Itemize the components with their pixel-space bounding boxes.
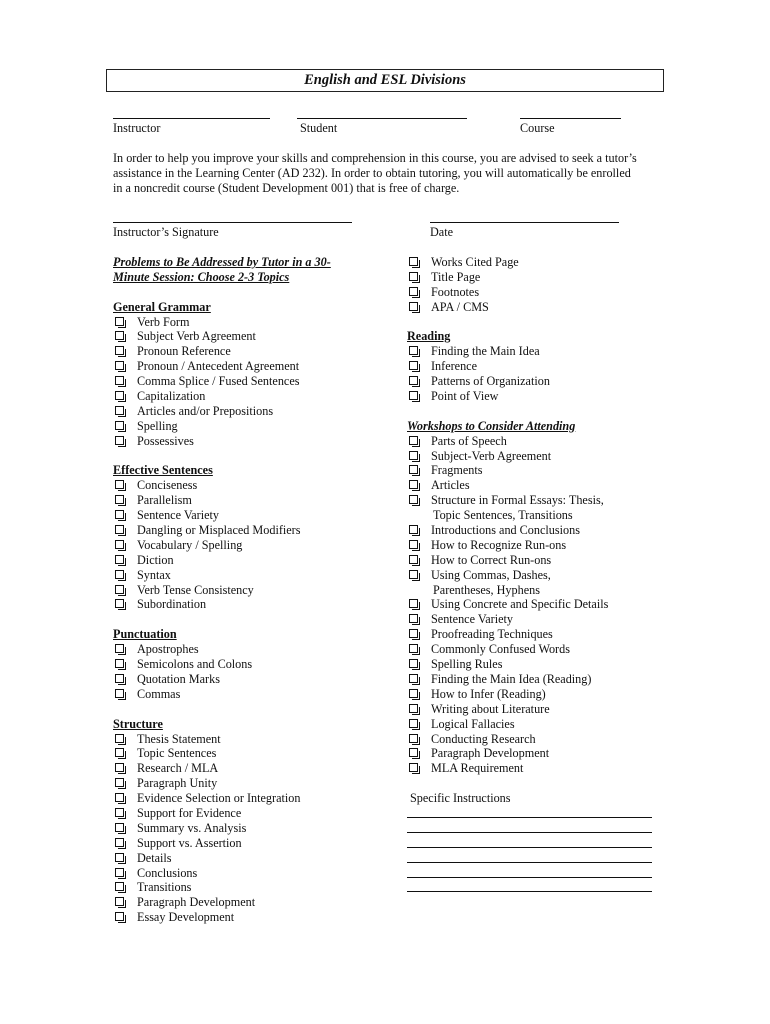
checklist-item-label: Apostrophes: [137, 642, 199, 657]
checklist-item-label: Essay Development: [137, 910, 235, 925]
checkbox-icon[interactable]: [115, 644, 124, 653]
checklist-item-label: Fragments: [431, 463, 483, 478]
checklist-item-label: Verb Form: [137, 314, 190, 329]
checklist-item[interactable]: [113, 836, 403, 851]
checklist-item-label: Works Cited Page: [431, 255, 519, 269]
checklist-item-label: Footnotes: [431, 284, 480, 299]
left-column: [113, 255, 403, 925]
checkbox-icon[interactable]: [115, 689, 124, 698]
intro-paragraph: [113, 151, 658, 196]
checklist-item[interactable]: [407, 359, 707, 374]
checklist-item[interactable]: [407, 717, 707, 732]
checklist-item-label: Topic Sentences: [137, 746, 217, 761]
checkbox-icon[interactable]: [115, 838, 124, 847]
checklist-item[interactable]: [113, 806, 403, 821]
checkbox-icon[interactable]: [409, 659, 418, 668]
checkbox-icon[interactable]: [409, 525, 418, 534]
checklist-item-label: Proofreading Techniques: [431, 627, 553, 642]
checklist-item-label: Quotation Marks: [137, 671, 220, 686]
checklist-item[interactable]: [113, 419, 403, 434]
checklist-item[interactable]: [407, 687, 707, 702]
section-heading: Effective Sentences: [113, 463, 213, 478]
checkbox-icon[interactable]: [409, 614, 418, 623]
checkbox-icon[interactable]: [409, 302, 418, 311]
checkbox-icon[interactable]: [115, 436, 124, 445]
checkbox-icon[interactable]: [409, 689, 418, 698]
form-title-box: [106, 69, 664, 92]
checklist-item-label: APA / CMS: [431, 299, 489, 314]
checklist-item-label: Capitalization: [137, 389, 206, 404]
checklist-item[interactable]: [407, 597, 707, 612]
specific-instructions-line[interactable]: [407, 862, 652, 863]
checklist-item[interactable]: [407, 344, 707, 359]
checklist-item[interactable]: [113, 597, 403, 612]
checklist-item-label: Point of View: [431, 389, 499, 404]
checklist-item[interactable]: [407, 300, 707, 315]
checklist-item[interactable]: [113, 538, 403, 553]
instructor-line[interactable]: [113, 118, 270, 119]
checklist-item[interactable]: [407, 568, 707, 583]
checklist-item-label: Finding the Main Idea (Reading): [431, 671, 592, 686]
course-line[interactable]: [520, 118, 621, 119]
checklist-item[interactable]: [113, 434, 403, 449]
checklist-item[interactable]: [113, 374, 403, 389]
checkbox-icon[interactable]: [115, 823, 124, 832]
checkbox-icon[interactable]: [115, 599, 124, 608]
checklist-item-label: Evidence Selection or Integration: [137, 791, 301, 806]
intro-line: assistance in the Learning Center (AD 232). In order to obtain tutoring, you will automatically be enrolled: [113, 165, 631, 180]
checklist-item-label: Sentence Variety: [137, 508, 220, 523]
checkbox-icon[interactable]: [115, 376, 124, 385]
checklist-item-label: Pronoun / Antecedent Agreement: [137, 359, 300, 374]
checklist-item-label: Topic Sentences, Transitions: [433, 508, 573, 523]
checkbox-icon[interactable]: [409, 436, 418, 445]
checklist-item[interactable]: [407, 672, 707, 687]
checklist-item-label: Semicolons and Colons: [137, 657, 253, 672]
checkbox-icon[interactable]: [409, 674, 418, 683]
checkbox-icon[interactable]: [115, 868, 124, 877]
workshops-heading: Workshops to Consider Attending: [407, 418, 576, 433]
checkbox-icon[interactable]: [409, 555, 418, 564]
checkbox-icon[interactable]: [409, 451, 418, 460]
checkbox-icon[interactable]: [115, 585, 124, 594]
checkbox-icon[interactable]: [409, 763, 418, 772]
specific-instructions-line[interactable]: [407, 847, 652, 848]
checklist-item-label: Structure in Formal Essays: Thesis,: [431, 493, 604, 508]
checklist-item-label: Pronoun Reference: [137, 344, 231, 359]
checklist-item-label: Using Commas, Dashes,: [431, 567, 551, 582]
page-title: English and ESL Divisions: [304, 72, 466, 88]
checklist-item[interactable]: [113, 821, 403, 836]
checkbox-icon[interactable]: [115, 734, 124, 743]
checklist-item-label: Vocabulary / Spelling: [137, 537, 243, 552]
checklist-item-label: Parallelism: [137, 493, 192, 508]
checklist-item-label: Subordination: [137, 597, 207, 612]
checkbox-icon[interactable]: [115, 331, 124, 340]
checklist-item-label: Subject Verb Agreement: [137, 329, 256, 344]
specific-instructions-line[interactable]: [407, 817, 652, 818]
checklist-item-label: Possessives: [137, 433, 194, 448]
checkbox-icon[interactable]: [115, 793, 124, 802]
checklist-item[interactable]: [407, 612, 707, 627]
checkbox-icon[interactable]: [409, 570, 418, 579]
checklist-item[interactable]: [407, 523, 707, 538]
checklist-item-label: Sentence Variety: [431, 612, 514, 627]
checklist-item[interactable]: [407, 538, 707, 553]
checklist-item-label: Diction: [137, 552, 174, 567]
checklist-item[interactable]: [407, 627, 707, 642]
checklist-item-label: Commas: [137, 686, 181, 701]
checkbox-icon[interactable]: [115, 317, 124, 326]
checklist-item-label: Conclusions: [137, 865, 198, 880]
date-label: Date: [430, 225, 454, 239]
checklist-item-label: Paragraph Development: [137, 895, 256, 910]
checklist-item-label: Articles and/or Prepositions: [137, 403, 274, 418]
checklist-item[interactable]: [407, 493, 707, 508]
checklist-item[interactable]: [113, 344, 403, 359]
instructor-label: Instructor: [113, 121, 161, 135]
checkbox-icon[interactable]: [409, 704, 418, 713]
checklist-item-label: Paragraph Unity: [137, 776, 218, 791]
checklist-item[interactable]: [113, 851, 403, 866]
checklist-item-label: Commonly Confused Words: [431, 642, 570, 657]
checklist-item[interactable]: [113, 315, 403, 330]
section-heading: Structure: [113, 716, 163, 731]
checklist-item[interactable]: [407, 285, 707, 300]
checkbox-icon[interactable]: [115, 808, 124, 817]
checklist-item[interactable]: [113, 568, 403, 583]
checkbox-icon[interactable]: [409, 361, 418, 370]
checklist-item-label: Conducting Research: [431, 731, 536, 746]
checklist-item[interactable]: [113, 910, 403, 925]
checklist-item: [407, 583, 707, 598]
problems-heading: Problems to Be Addressed by Tutor in a 30-: [113, 255, 331, 269]
checklist-item-label: Verb Tense Consistency: [137, 582, 254, 597]
checklist-item[interactable]: [113, 389, 403, 404]
checkbox-icon[interactable]: [409, 629, 418, 638]
checkbox-icon[interactable]: [115, 748, 124, 757]
checklist-item-label: Dangling or Misplaced Modifiers: [137, 523, 301, 538]
checklist-item-label: Transitions: [137, 880, 192, 895]
checklist-item[interactable]: [113, 359, 403, 374]
checklist-item[interactable]: [407, 434, 707, 449]
checklist-item-label: Spelling Rules: [431, 657, 503, 672]
checklist-item[interactable]: [407, 270, 707, 285]
checklist-item[interactable]: [407, 255, 707, 270]
right-column: [407, 255, 707, 806]
checklist-item-label: Support for Evidence: [137, 805, 242, 820]
section-heading: General Grammar: [113, 299, 211, 314]
checkbox-icon[interactable]: [409, 719, 418, 728]
checkbox-icon[interactable]: [115, 495, 124, 504]
checklist-item[interactable]: [113, 508, 403, 523]
student-label: Student: [300, 121, 338, 135]
checkbox-icon[interactable]: [115, 361, 124, 370]
checkbox-icon[interactable]: [409, 480, 418, 489]
checkbox-icon[interactable]: [409, 748, 418, 757]
checklist-item[interactable]: [113, 553, 403, 568]
checkbox-icon[interactable]: [409, 346, 418, 355]
checklist-item-label: How to Correct Run-ons: [431, 552, 552, 567]
checklist-item-label: Research / MLA: [137, 761, 219, 776]
checklist-item-label: How to Recognize Run-ons: [431, 537, 567, 552]
checkbox-icon[interactable]: [115, 853, 124, 862]
checkbox-icon[interactable]: [115, 421, 124, 430]
checkbox-icon[interactable]: [409, 599, 418, 608]
checklist-item[interactable]: [113, 895, 403, 910]
checklist-item[interactable]: [113, 732, 403, 747]
signature-line[interactable]: [113, 222, 352, 223]
checkbox-icon[interactable]: [115, 659, 124, 668]
checkbox-icon[interactable]: [115, 882, 124, 891]
checklist-item-label: Paragraph Development: [431, 746, 550, 761]
checklist-item-label: Parentheses, Hyphens: [433, 582, 540, 597]
checkbox-icon[interactable]: [115, 406, 124, 415]
checklist-item-label: Introductions and Conclusions: [431, 523, 580, 538]
checklist-item-label: Thesis Statement: [137, 731, 221, 746]
checkbox-icon[interactable]: [409, 495, 418, 504]
checklist-item-label: Conciseness: [137, 478, 198, 493]
checklist-item[interactable]: [113, 523, 403, 538]
checklist-item[interactable]: [407, 478, 707, 493]
checkbox-icon[interactable]: [115, 346, 124, 355]
checklist-item[interactable]: [407, 732, 707, 747]
checklist-item[interactable]: [113, 583, 403, 598]
checklist-item-label: Writing about Literature: [431, 701, 550, 716]
checklist-item[interactable]: [407, 374, 707, 389]
checklist-item[interactable]: [113, 746, 403, 761]
checklist-item-label: Details: [137, 850, 172, 865]
checklist-item-label: Parts of Speech: [431, 433, 507, 448]
checklist-item[interactable]: [407, 702, 707, 717]
section-heading: Punctuation: [113, 627, 177, 642]
checkbox-icon[interactable]: [115, 763, 124, 772]
checklist-item[interactable]: [113, 493, 403, 508]
checkbox-icon[interactable]: [115, 525, 124, 534]
checkbox-icon[interactable]: [115, 778, 124, 787]
checkbox-icon[interactable]: [115, 912, 124, 921]
checkbox-icon[interactable]: [409, 272, 418, 281]
checklist-item[interactable]: [407, 463, 707, 478]
checkbox-icon[interactable]: [409, 257, 418, 266]
checklist-item[interactable]: [113, 478, 403, 493]
checkbox-icon[interactable]: [409, 376, 418, 385]
checklist-item-label: Inference: [431, 359, 478, 374]
checklist-item[interactable]: [113, 866, 403, 881]
checkbox-icon[interactable]: [409, 287, 418, 296]
checklist-item-label: Subject-Verb Agreement: [431, 448, 552, 463]
date-line[interactable]: [430, 222, 619, 223]
intro-line: In order to help you improve your skills and comprehension in this course, you are advised to seek a tutor’s: [113, 151, 637, 165]
checkbox-icon[interactable]: [115, 480, 124, 489]
checkbox-icon[interactable]: [409, 644, 418, 653]
checklist-item[interactable]: [407, 642, 707, 657]
checklist-item-label: How to Infer (Reading): [431, 686, 546, 701]
checklist-item-label: Logical Fallacies: [431, 716, 515, 731]
checklist-item[interactable]: [407, 657, 707, 672]
checkbox-icon[interactable]: [409, 540, 418, 549]
checklist-item[interactable]: [407, 746, 707, 761]
checkbox-icon[interactable]: [115, 391, 124, 400]
checklist-item-label: Summary vs. Analysis: [137, 820, 247, 835]
reading-heading: Reading: [407, 329, 451, 344]
specific-instructions-line[interactable]: [407, 877, 652, 878]
checkbox-icon[interactable]: [115, 570, 124, 579]
intro-line: in a noncredit course (Student Development 001) that is free of charge.: [113, 180, 460, 195]
specific-instructions-line[interactable]: [407, 891, 652, 892]
checklist-item-label: Using Concrete and Specific Details: [431, 597, 609, 612]
checklist-item: [407, 508, 707, 523]
checkbox-icon[interactable]: [115, 897, 124, 906]
specific-instructions-label: Specific Instructions: [410, 791, 511, 806]
checklist-item-label: Syntax: [137, 567, 171, 582]
signature-label: Instructor’s Signature: [113, 225, 219, 239]
checklist-item[interactable]: [407, 449, 707, 464]
checklist-item[interactable]: [113, 329, 403, 344]
checkbox-icon[interactable]: [115, 540, 124, 549]
checklist-item-label: Articles: [431, 478, 470, 493]
checklist-item[interactable]: [113, 404, 403, 419]
checkbox-icon[interactable]: [115, 555, 124, 564]
checkbox-icon[interactable]: [409, 734, 418, 743]
checklist-item[interactable]: [113, 761, 403, 776]
checklist-item[interactable]: [113, 657, 403, 672]
checklist-item[interactable]: [113, 791, 403, 806]
checklist-item[interactable]: [113, 672, 403, 687]
checkbox-icon[interactable]: [115, 510, 124, 519]
checklist-item[interactable]: [113, 880, 403, 895]
course-label: Course: [520, 121, 555, 135]
checklist-item-label: Patterns of Organization: [431, 374, 550, 389]
checklist-item-label: Support vs. Assertion: [137, 835, 242, 850]
specific-instructions-line[interactable]: [407, 832, 652, 833]
checklist-item-label: Finding the Main Idea: [431, 344, 540, 359]
student-line[interactable]: [297, 118, 467, 119]
checkbox-icon[interactable]: [409, 391, 418, 400]
checkbox-icon[interactable]: [409, 465, 418, 474]
checklist-item[interactable]: [113, 776, 403, 791]
checklist-item-label: Comma Splice / Fused Sentences: [137, 374, 300, 389]
checkbox-icon[interactable]: [115, 674, 124, 683]
checklist-item-label: Title Page: [431, 269, 481, 284]
checklist-item[interactable]: [407, 761, 707, 776]
checklist-item[interactable]: [113, 687, 403, 702]
checklist-item[interactable]: [113, 642, 403, 657]
checklist-item[interactable]: [407, 389, 707, 404]
checklist-item[interactable]: [407, 553, 707, 568]
problems-heading: Minute Session: Choose 2-3 Topics: [113, 269, 290, 284]
checklist-item-label: Spelling: [137, 418, 178, 433]
checklist-item-label: MLA Requirement: [431, 761, 524, 776]
